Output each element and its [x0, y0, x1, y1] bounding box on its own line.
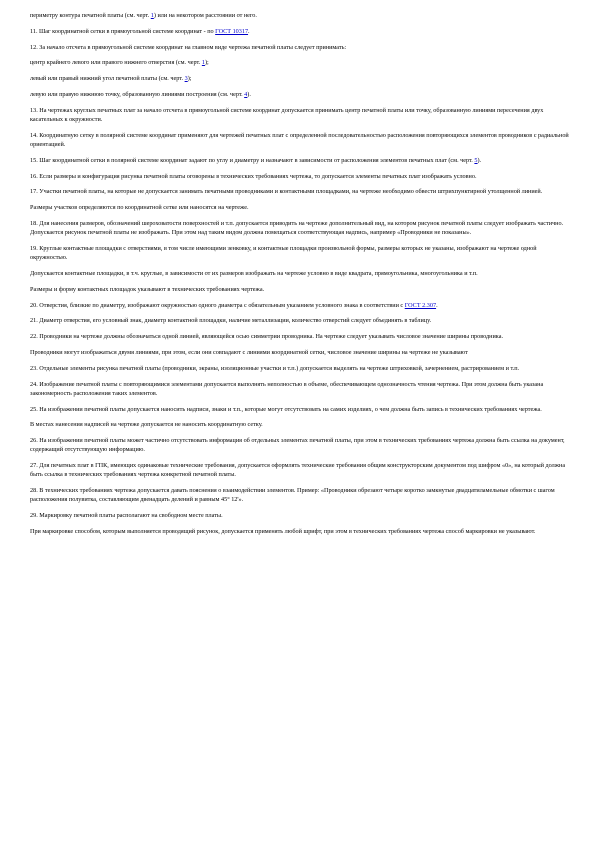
- paragraph-p29: [30, 527, 569, 536]
- paragraph-text: 14. Координатную сетку в полярной системе координат применяют для чертежей печатных плат с определенной последовательностью расположения повторяющихся элементов проводников с радиальной ориентацией.: [30, 131, 569, 148]
- paragraph-text: 12. За начало отсчета в прямоугольной системе координат на главном виде чертежа печатной платы следует принимать:: [30, 43, 347, 51]
- paragraph-text: Размеры и форму контактных площадок указывают в технических требованиях чертежа.: [30, 285, 265, 293]
- paragraph-p12: [30, 203, 569, 212]
- paragraph-text: 17. Участки печатной платы, на которые не допускается занимать печатными проводниками и контактными площадками, на чертеже необходимо обвести штрихпунктирной утолщенной линией.: [30, 188, 543, 196]
- paragraph-p10: [30, 172, 569, 181]
- paragraph-text: Проводники могут изображаться двумя линиями, при этом, если они совпадают с линиями координатной сетки, числовое значение ширины на чертеже не указывают: [30, 348, 468, 356]
- paragraph-text: 26. На изображении печатной платы может частично отсутствовать информация об отдельных элементах печатной платы, при этом в технических требованиях чертежа должна быть ссылка на документ, содержащий отсутствующую информацию.: [30, 437, 565, 454]
- paragraph-p24: [30, 420, 569, 429]
- paragraph-p20: [30, 348, 569, 357]
- paragraph-p1: [30, 11, 569, 20]
- paragraph-text: 19. Круглые контактные площадки с отверстиями, в том числе имеющими зенковку, и контактные площадки произвольной формы, размеры которых не указаны, изображают на чертеже одной окружностью.: [30, 244, 537, 262]
- paragraph-text: );: [187, 75, 192, 83]
- paragraph-text: левый или правый нижний угол печатной платы (см. черт.: [30, 75, 185, 83]
- paragraph-text: 24. Изображение печатной платы с повторяющимися элементами допускается выполнять неполностью в объеме, обеспечивающем однозначность чтения чертежа. При этом должна быть указана закономерность расположения таких элементов.: [30, 380, 544, 397]
- paragraph-p7: [30, 106, 569, 124]
- document-page: [30, 11, 569, 543]
- paragraph-text: 23. Отдельные элементы рисунка печатной платы (проводники, экраны, изоляционные участки и т.п.) допускается выделять на чертеже штриховкой, зачернением, растрированием и т.п.: [30, 364, 520, 372]
- paragraph-p15: [30, 269, 569, 278]
- paragraph-text: 22. Проводники на чертеже должны обозначаться одной линией, являющейся осью симметрии проводника. На чертеже следует указывать числовое значение ширины проводника.: [30, 333, 504, 341]
- paragraph-text: Допускается контактные площадки, в т.ч. круглые, в зависимости от их размеров изображать на чертеже условно в виде квадрата, прямоугольника, многоугольника и т.п.: [30, 269, 478, 277]
- paragraph-p3: [30, 43, 569, 52]
- paragraph-p6: [30, 90, 569, 99]
- paragraph-text: ).: [247, 90, 251, 98]
- paragraph-p21: [30, 364, 569, 373]
- paragraph-text: );: [204, 59, 209, 67]
- paragraph-p9: [30, 156, 569, 165]
- paragraph-p2: [30, 27, 569, 36]
- paragraph-text: 16. Если размеры и конфигурация рисунка печатной платы оговорены в технических требованиях чертежа, то допускается элементы печатных плат изображать условно.: [30, 172, 477, 180]
- paragraph-text: 15. Шаг координатной сетки в полярной системе координат задают по углу и диаметру и назначают в зависимости от расположения элементов печатных плат (см. черт.: [30, 156, 475, 164]
- paragraph-text: ) или на некотором расстоянии от него.: [153, 12, 257, 19]
- paragraph-p19: [30, 332, 569, 341]
- paragraph-text: .: [436, 301, 438, 309]
- paragraph-text: 29. Маркировку печатной платы располагают на свободном месте платы.: [30, 512, 223, 520]
- paragraph-p5: [30, 74, 569, 83]
- paragraph-text: 20. Отверстия, близкие по диаметру, изображают окружностью одного диаметра с обязательным указанием условного знака в соответствии с: [30, 301, 405, 309]
- reference-link[interactable]: ГОСТ 10317: [215, 27, 249, 35]
- paragraph-p4: [30, 58, 569, 67]
- paragraph-p23: [30, 405, 569, 414]
- paragraph-p14: [30, 244, 569, 262]
- paragraph-text: периметру контура печатной платы (см. черт.: [30, 12, 151, 19]
- paragraph-p13: [30, 219, 569, 237]
- paragraph-text: Размеры участков определяются по координатной сетке или наносятся на чертеже.: [30, 204, 249, 212]
- paragraph-p8: [30, 131, 569, 149]
- paragraph-text: центр крайнего левого или правого нижнего отверстия (см. черт.: [30, 59, 202, 67]
- paragraph-text: 13. На чертежах круглых печатных плат за начало отсчета в прямоугольной системе координат допускается принимать центр печатной платы или точку, образованную линиями пересечения двух касательных к окружности.: [30, 106, 544, 123]
- reference-link[interactable]: 1: [150, 12, 154, 19]
- paragraph-text: ).: [477, 156, 482, 164]
- paragraph-p27: [30, 486, 569, 504]
- paragraph-text: .: [248, 27, 250, 35]
- reference-link[interactable]: 5: [474, 156, 478, 164]
- paragraph-text: В местах нанесения надписей на чертеже допускается не наносить координатную сетку.: [30, 421, 263, 429]
- paragraph-p16: [30, 285, 569, 294]
- paragraph-p17: [30, 301, 569, 310]
- reference-link[interactable]: 1: [201, 59, 205, 67]
- paragraph-text: левую или правую нижнюю точку, образованную линиями построения (см. черт.: [30, 90, 245, 98]
- paragraph-text: 25. На изображении печатной платы допускается наносить надписи, знаки и т.п., которые могут отсутствовать на самих изделиях, о чем должна быть запись в технических требованиях чертежа.: [30, 405, 542, 413]
- paragraph-text: 28. В технических требованиях чертежа допускается давать пояснения о взаимодействии элементов. Пример: «Проводники обрезают четыре коротко замкнутые двадцатиламельные обмотки с шагом расположения полувитка, составляющим двенадцать делений и равным 45° 12'».: [30, 487, 555, 504]
- paragraph-p18: [30, 316, 569, 325]
- reference-link[interactable]: ГОСТ 2.307: [404, 301, 437, 309]
- paragraph-p22: [30, 380, 569, 398]
- paragraph-text: 18. Для нанесения размеров, обозначений шероховатости поверхностей и т.п. допускается приводить на чертеже дополнительный вид, на котором рисунок печатной платы следует изображать частично. Допускается рисунок печатной платы не изображать. При этом над таким видом должна помещаться соответствующая надпись, например «Проводники не показаны».: [30, 219, 564, 237]
- paragraph-text: При маркировке способом, которым выполняется проводящий рисунок, допускается применять любой шрифт, при этом в технических требованиях чертежа способ маркировки не указывают.: [30, 527, 536, 535]
- paragraph-text: 11. Шаг координатной сетки в прямоугольной системе координат - по: [30, 27, 216, 35]
- paragraph-p25: [30, 436, 569, 454]
- reference-link[interactable]: 4: [244, 90, 248, 98]
- reference-link[interactable]: 3: [184, 75, 188, 83]
- paragraph-p28: [30, 511, 569, 520]
- paragraph-p26: [30, 461, 569, 479]
- paragraph-text: 27. Для печатных плат в ГПК, имеющих одинаковые технические требования, допускается оформлять технические требования общим конструкторским документом под шифром «0», на который должна быть ссылка в технических требованиях чертежа конкретной печатной платы.: [30, 462, 566, 479]
- paragraph-p11: [30, 187, 569, 196]
- paragraph-text: 21. Диаметр отверстия, его условный знак, диаметр контактной площадки, наличие металлизации, количество отверстий следует объединять в таблицу.: [30, 317, 432, 325]
